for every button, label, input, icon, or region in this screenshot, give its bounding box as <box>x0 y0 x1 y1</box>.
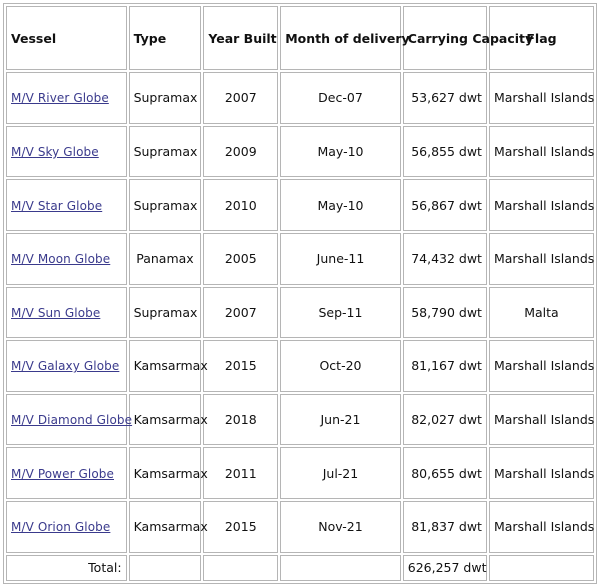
vessel-link[interactable]: M/V Star Globe <box>11 198 103 213</box>
type-cell: Supramax <box>129 126 202 178</box>
table-row <box>6 340 594 392</box>
header-vessel: Vessel <box>6 6 127 70</box>
flag-cell: Marshall Islands <box>489 447 594 499</box>
vessel-link[interactable]: M/V Sky Globe <box>11 144 99 159</box>
vessel-link[interactable]: M/V Diamond Globe <box>11 413 133 428</box>
vessel-link[interactable]: M/V Galaxy Globe <box>11 359 120 374</box>
vessel-link[interactable]: M/V Orion Globe <box>11 520 111 535</box>
flag-cell: Marshall Islands <box>489 179 594 231</box>
month-of-delivery-cell: Sep-11 <box>280 287 401 339</box>
header-type: Type <box>129 6 202 70</box>
flag-cell: Marshall Islands <box>489 340 594 392</box>
type-cell: Kamsarmax <box>129 394 202 446</box>
table-row <box>6 287 594 339</box>
carrying-capacity-cell: 80,655 dwt <box>403 447 487 499</box>
carrying-capacity-cell: 56,867 dwt <box>403 179 487 231</box>
flag-cell: Marshall Islands <box>489 126 594 178</box>
header-month-of-delivery: Month of delivery <box>280 6 401 70</box>
empty-cell <box>203 555 278 581</box>
year-built-cell: 2007 <box>203 72 278 124</box>
type-cell: Supramax <box>129 179 202 231</box>
month-of-delivery-cell: June-11 <box>280 233 401 285</box>
vessel-cell <box>6 72 127 124</box>
flag-cell: Marshall Islands <box>489 501 594 553</box>
year-built-cell: 2007 <box>203 287 278 339</box>
year-built-cell: 2015 <box>203 340 278 392</box>
month-of-delivery-cell: May-10 <box>280 126 401 178</box>
carrying-capacity-cell: 81,167 dwt <box>403 340 487 392</box>
month-of-delivery-cell: May-10 <box>280 179 401 231</box>
total-capacity: 626,257 dwt <box>403 555 487 581</box>
month-of-delivery-cell: Dec-07 <box>280 72 401 124</box>
carrying-capacity-cell: 74,432 dwt <box>403 233 487 285</box>
type-cell: Kamsarmax <box>129 501 202 553</box>
table-row <box>6 447 594 499</box>
type-cell: Supramax <box>129 72 202 124</box>
empty-cell <box>129 555 202 581</box>
year-built-cell: 2009 <box>203 126 278 178</box>
table-row <box>6 233 594 285</box>
header-year-built: Year Built <box>203 6 278 70</box>
flag-cell: Marshall Islands <box>489 72 594 124</box>
total-label: Total: <box>6 555 127 581</box>
vessel-cell <box>6 179 127 231</box>
year-built-cell: 2005 <box>203 233 278 285</box>
vessel-cell <box>6 233 127 285</box>
header-carrying-capacity: Carrying Capacity <box>403 6 487 70</box>
month-of-delivery-cell: Nov-21 <box>280 501 401 553</box>
vessel-link[interactable]: M/V River Globe <box>11 91 109 106</box>
header-row <box>6 6 594 70</box>
vessel-cell <box>6 501 127 553</box>
year-built-cell: 2011 <box>203 447 278 499</box>
table-row <box>6 179 594 231</box>
flag-cell: Malta <box>489 287 594 339</box>
flag-cell: Marshall Islands <box>489 394 594 446</box>
carrying-capacity-cell: 53,627 dwt <box>403 72 487 124</box>
vessel-cell <box>6 126 127 178</box>
type-cell: Supramax <box>129 287 202 339</box>
vessel-link[interactable]: M/V Power Globe <box>11 466 114 481</box>
vessel-cell <box>6 287 127 339</box>
flag-cell: Marshall Islands <box>489 233 594 285</box>
vessel-link[interactable]: M/V Sun Globe <box>11 305 101 320</box>
empty-cell <box>489 555 594 581</box>
type-cell: Kamsarmax <box>129 447 202 499</box>
table-row <box>6 72 594 124</box>
total-row <box>6 555 594 581</box>
fleet-table-container <box>3 3 597 584</box>
year-built-cell: 2015 <box>203 501 278 553</box>
table-row <box>6 394 594 446</box>
vessel-cell <box>6 340 127 392</box>
carrying-capacity-cell: 56,855 dwt <box>403 126 487 178</box>
table-row <box>6 501 594 553</box>
empty-cell <box>280 555 401 581</box>
type-cell: Kamsarmax <box>129 340 202 392</box>
month-of-delivery-cell: Jul-21 <box>280 447 401 499</box>
month-of-delivery-cell: Jun-21 <box>280 394 401 446</box>
month-of-delivery-cell: Oct-20 <box>280 340 401 392</box>
fleet-table <box>3 3 597 584</box>
carrying-capacity-cell: 58,790 dwt <box>403 287 487 339</box>
type-cell: Panamax <box>129 233 202 285</box>
vessel-cell <box>6 447 127 499</box>
year-built-cell: 2018 <box>203 394 278 446</box>
vessel-cell <box>6 394 133 446</box>
vessel-link[interactable]: M/V Moon Globe <box>11 252 111 267</box>
table-row <box>6 126 594 178</box>
carrying-capacity-cell: 81,837 dwt <box>403 501 487 553</box>
header-flag: Flag <box>489 6 594 70</box>
carrying-capacity-cell: 82,027 dwt <box>403 394 487 446</box>
year-built-cell: 2010 <box>203 179 278 231</box>
